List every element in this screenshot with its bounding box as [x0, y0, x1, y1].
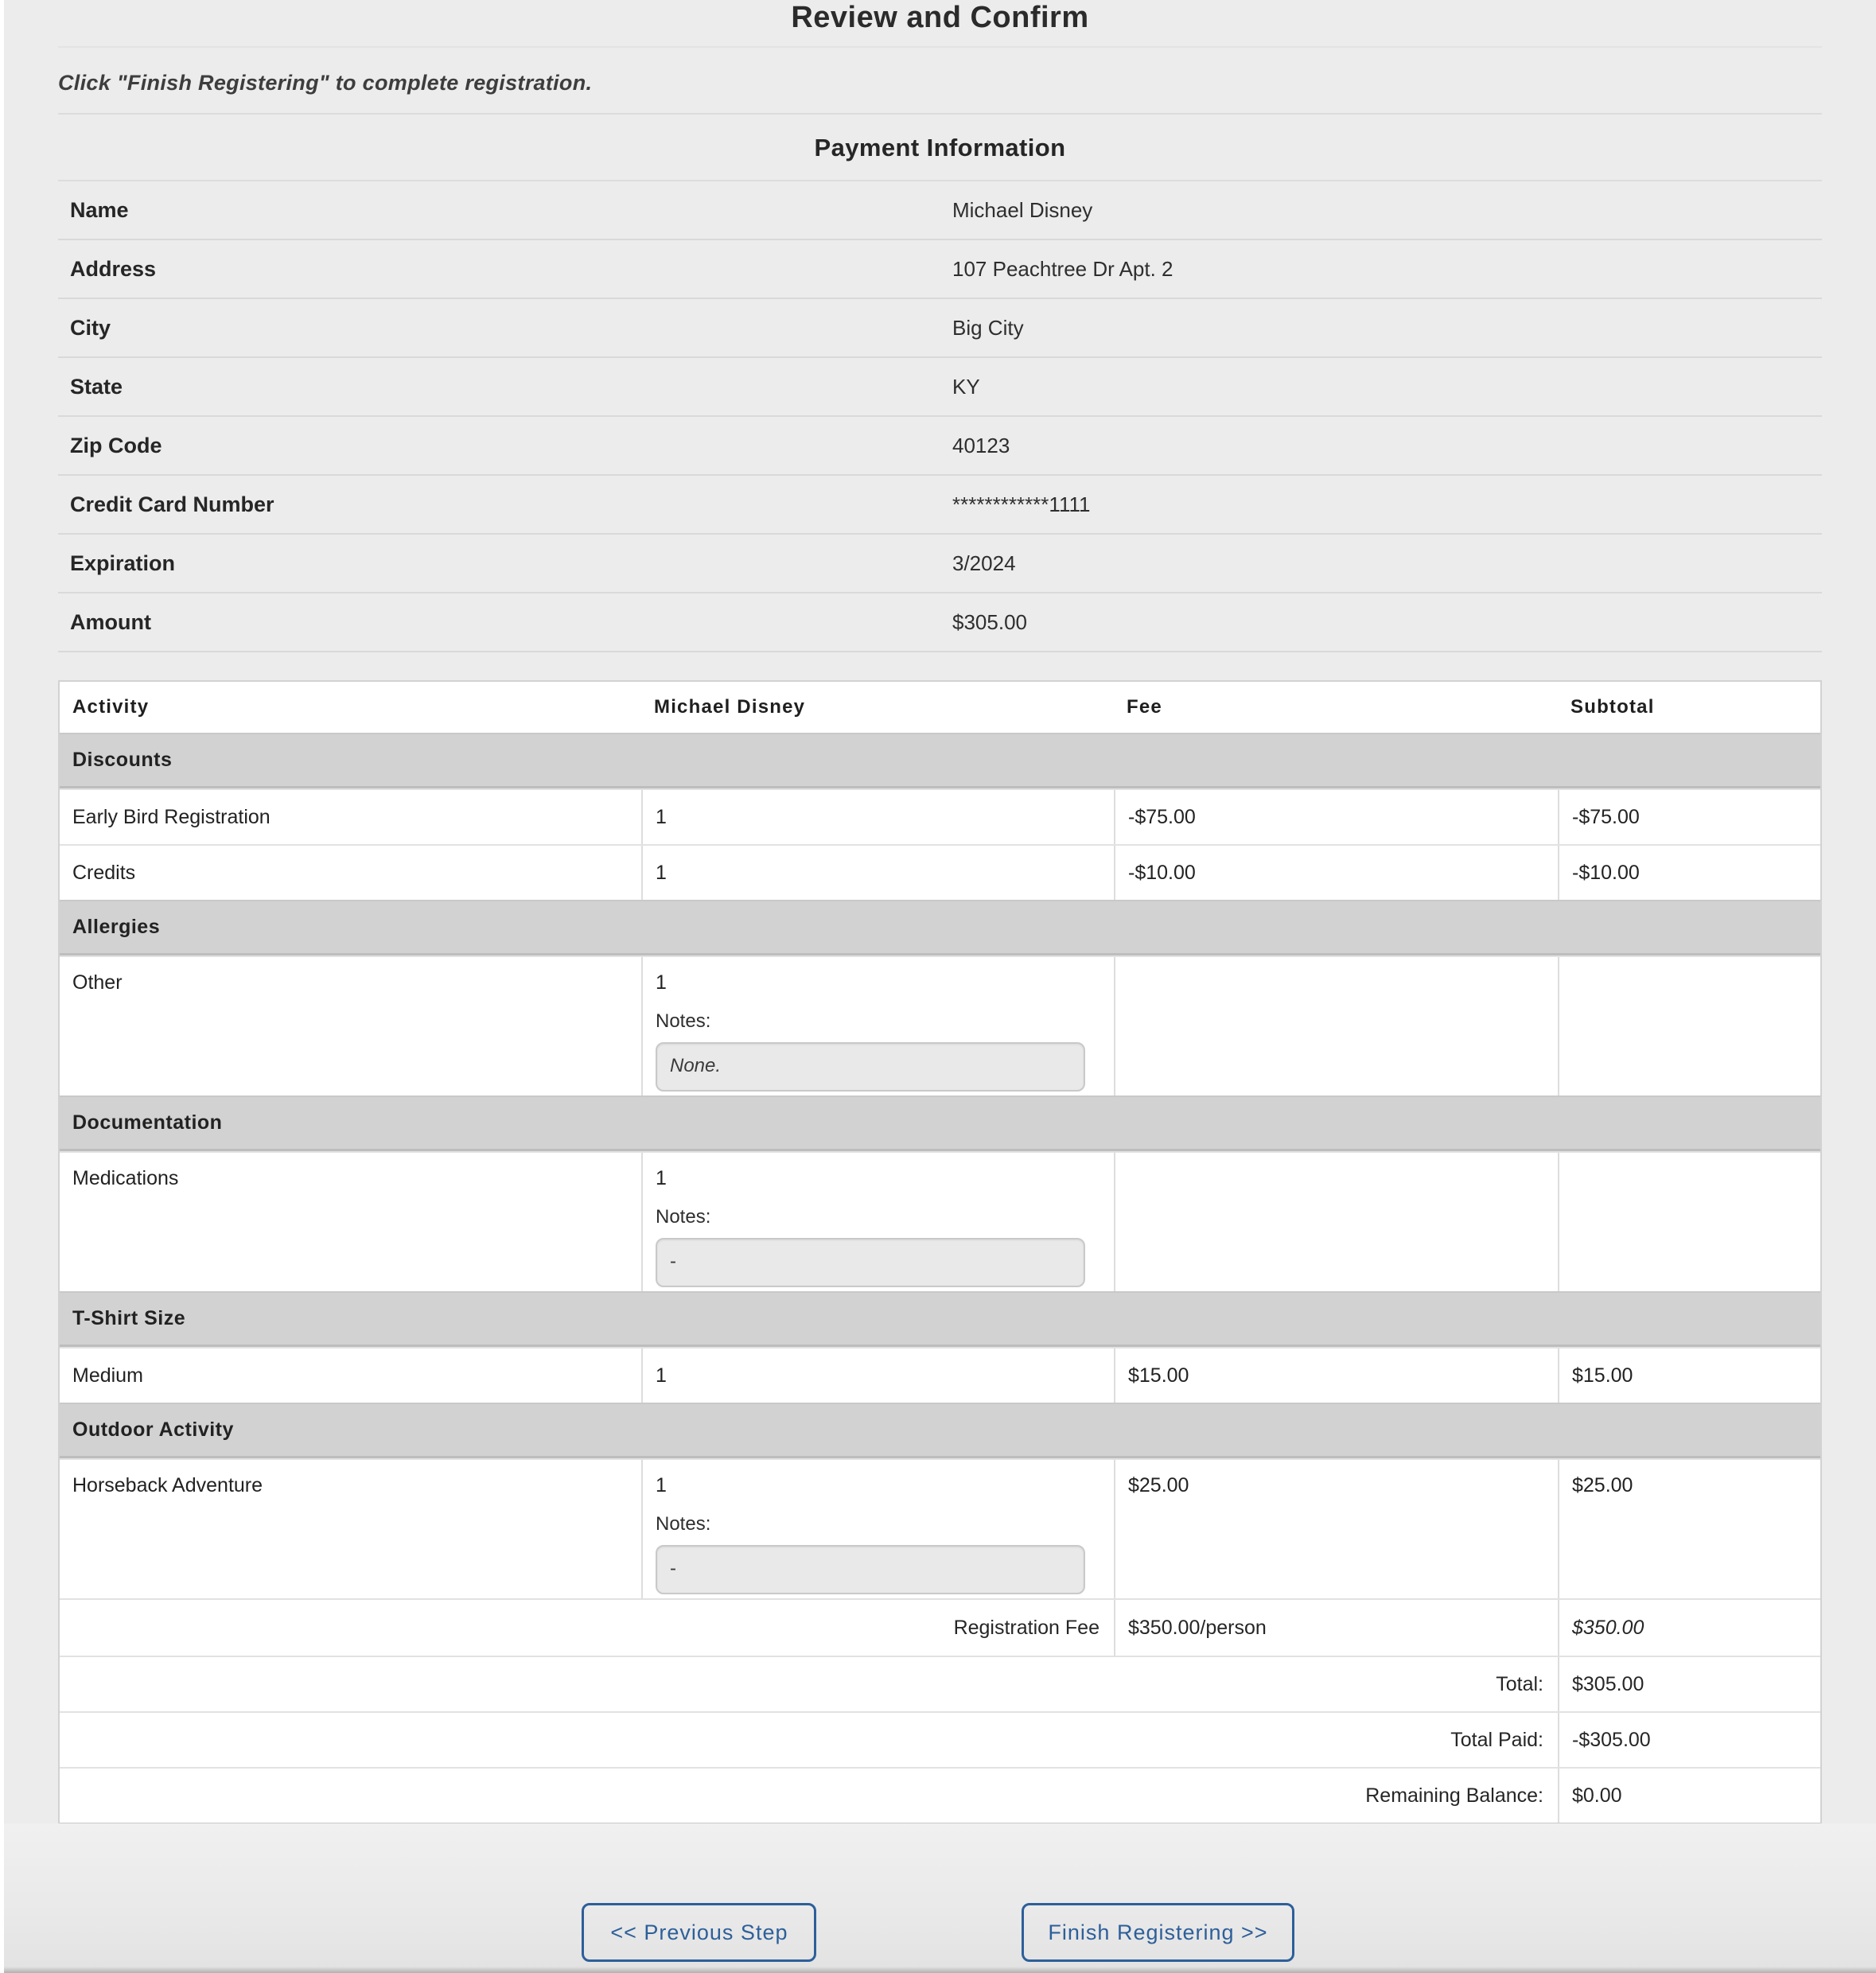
- fee-cell: [1114, 957, 1558, 1095]
- field-value: KY: [952, 374, 980, 399]
- field-value: ************1111: [952, 492, 1091, 516]
- payment-row-zip: [58, 417, 1822, 476]
- registration-fee-subtotal: $350.00: [1558, 1600, 1820, 1656]
- quantity-cell: 1: [641, 790, 1114, 844]
- payment-row-state: [58, 358, 1822, 417]
- field-label: Address: [70, 256, 157, 281]
- table-row: [60, 1458, 1820, 1598]
- section-header-documentation: Documentation: [60, 1095, 1820, 1151]
- total-paid-label: Total Paid:: [1450, 1728, 1543, 1751]
- notes-textarea[interactable]: None.: [656, 1042, 1085, 1092]
- activity-cell: Medium: [72, 1364, 143, 1387]
- quantity-cell: 1: [641, 846, 1114, 900]
- registration-fee-label: Registration Fee: [953, 1616, 1100, 1639]
- subtotal-cell: -$10.00: [1558, 846, 1820, 900]
- field-label: Name: [70, 197, 129, 222]
- total-value: $305.00: [1558, 1657, 1820, 1711]
- column-header-attendee: Michael Disney: [654, 696, 806, 718]
- column-header-activity: Activity: [72, 696, 150, 718]
- section-header-tshirt-size: T-Shirt Size: [60, 1291, 1820, 1347]
- registration-fee-rate: $350.00/person: [1114, 1600, 1558, 1656]
- table-row: [60, 844, 1820, 900]
- notes-textarea[interactable]: -: [656, 1238, 1085, 1287]
- section-header-outdoor-activity: Outdoor Activity: [60, 1403, 1820, 1458]
- review-confirm-page: [58, 0, 1822, 1825]
- field-value: $305.00: [952, 609, 1027, 634]
- quantity-cell: [641, 1153, 1114, 1291]
- footer: [0, 1823, 1876, 1973]
- remaining-balance-row: [60, 1767, 1820, 1823]
- navigation-buttons: [0, 1823, 1876, 1962]
- field-label: Expiration: [70, 551, 176, 575]
- field-label: State: [70, 374, 123, 399]
- table-row: [60, 955, 1820, 1095]
- divider: [58, 46, 1822, 48]
- activity-summary-table: [58, 680, 1822, 1825]
- fee-cell: -$10.00: [1114, 846, 1558, 900]
- column-header-fee: Fee: [1127, 696, 1162, 718]
- field-label: Zip Code: [70, 433, 162, 457]
- field-value: 107 Peachtree Dr Apt. 2: [952, 256, 1173, 281]
- field-label: Amount: [70, 609, 151, 634]
- payment-row-address: [58, 240, 1822, 299]
- window-left-edge: [0, 0, 4, 1973]
- subtotal-cell: [1558, 1153, 1820, 1291]
- table-header-row: [60, 682, 1820, 733]
- payment-info-list: [58, 181, 1822, 652]
- remaining-balance-value: $0.00: [1558, 1769, 1820, 1823]
- payment-row-amount: [58, 593, 1822, 652]
- table-row: [60, 788, 1820, 844]
- page-title: Review and Confirm: [791, 1, 1089, 34]
- total-paid-value: -$305.00: [1558, 1713, 1820, 1767]
- fee-cell: $15.00: [1114, 1348, 1558, 1403]
- field-label: Credit Card Number: [70, 492, 274, 516]
- quantity-cell: [641, 1460, 1114, 1598]
- subtotal-cell: $25.00: [1558, 1460, 1820, 1598]
- quantity-cell: 1: [641, 1348, 1114, 1403]
- quantity-value: 1: [656, 1167, 667, 1189]
- activity-cell: Horseback Adventure: [72, 1474, 263, 1496]
- quantity-value: 1: [656, 1474, 667, 1496]
- field-value: 40123: [952, 433, 1010, 457]
- field-label: City: [70, 315, 111, 340]
- quantity-value: 1: [656, 971, 667, 994]
- fee-cell: [1114, 1153, 1558, 1291]
- divider: [58, 113, 1822, 115]
- payment-information-heading: Payment Information: [814, 134, 1066, 161]
- payment-row-city: [58, 299, 1822, 358]
- table-row: [60, 1347, 1820, 1403]
- quantity-cell: [641, 957, 1114, 1095]
- notes-label: Notes:: [656, 1513, 711, 1535]
- field-value: Michael Disney: [952, 197, 1093, 222]
- section-header-allergies: Allergies: [60, 900, 1820, 955]
- previous-step-button[interactable]: << Previous Step: [582, 1903, 816, 1962]
- notes-label: Notes:: [656, 1010, 711, 1032]
- registration-fee-row: [60, 1598, 1820, 1656]
- total-label: Total:: [1496, 1672, 1543, 1695]
- activity-cell: Credits: [72, 861, 136, 884]
- fee-cell: -$75.00: [1114, 790, 1558, 844]
- payment-row-name: [58, 181, 1822, 240]
- field-value: Big City: [952, 315, 1024, 340]
- total-paid-row: [60, 1711, 1820, 1767]
- subtotal-cell: $15.00: [1558, 1348, 1820, 1403]
- notes-textarea[interactable]: -: [656, 1545, 1085, 1594]
- activity-cell: Early Bird Registration: [72, 805, 271, 828]
- finish-registering-button[interactable]: Finish Registering >>: [1022, 1903, 1294, 1962]
- total-row: [60, 1656, 1820, 1711]
- section-header-discounts: Discounts: [60, 733, 1820, 788]
- instructions-text: Click "Finish Registering" to complete registration.: [58, 71, 593, 95]
- payment-row-expiration: [58, 535, 1822, 593]
- column-header-subtotal: Subtotal: [1570, 696, 1655, 718]
- activity-cell: Other: [72, 971, 123, 994]
- remaining-balance-label: Remaining Balance:: [1365, 1784, 1543, 1807]
- fee-cell: $25.00: [1114, 1460, 1558, 1598]
- activity-cell: Medications: [72, 1167, 179, 1189]
- field-value: 3/2024: [952, 551, 1016, 575]
- page-bottom-shadow: [0, 1967, 1876, 1973]
- subtotal-cell: -$75.00: [1558, 790, 1820, 844]
- notes-label: Notes:: [656, 1206, 711, 1228]
- table-row: [60, 1151, 1820, 1291]
- subtotal-cell: [1558, 957, 1820, 1095]
- payment-row-credit-card: [58, 476, 1822, 535]
